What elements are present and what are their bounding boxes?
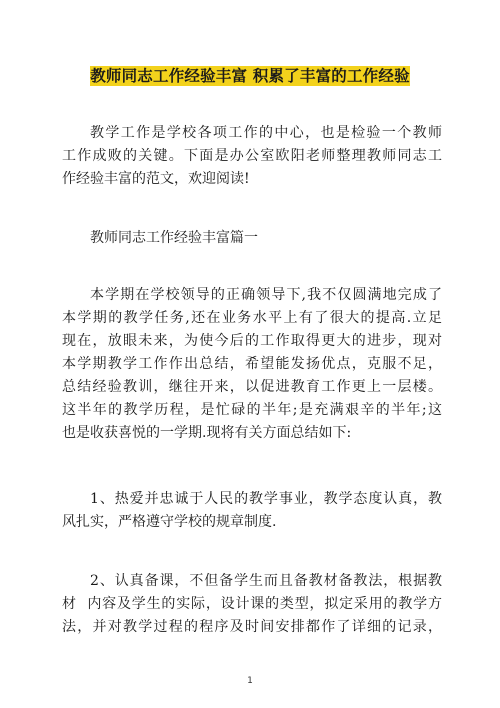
text-line: 本学期的教学任务,还在业务水平上有了很大的提高.立足 [62, 310, 442, 326]
text-line: 2、认真备课，不但备学生而且备教材备教法，根据教 [90, 573, 442, 589]
intro-paragraph [62, 122, 442, 191]
text-line: 作经验丰富的范文，欢迎阅读! [62, 171, 250, 187]
text-line: 也是收获喜悦的一学期.现将有关方面总结如下: [62, 425, 352, 441]
text-line: 法，并对教学过程的程序及时间安排都作了详细的记录， [62, 619, 442, 635]
body-paragraph [62, 284, 442, 445]
text-line: 风扎实，严格遵守学校的规章制度. [62, 514, 277, 530]
list-item-1 [62, 488, 442, 534]
text-line: 材 内容及学生的实际，设计课的类型，拟定采用的教学方 [62, 596, 442, 612]
text-line: 这半年的教学历程，是忙碌的半年;是充满艰辛的半年;这 [62, 402, 442, 418]
text-line: 1、热爱并忠诚于人民的教学事业，教学态度认真，教 [90, 491, 442, 507]
text-line: 总结经验教训，继往开来，以促进教育工作更上一层楼。 [62, 379, 442, 395]
text-line: 教师同志工作经验丰富篇一 [90, 230, 258, 246]
text-line: 本学期在学校领导的正确领导下,我不仅圆满地完成了 [90, 287, 442, 303]
list-item-2 [62, 570, 442, 639]
text-line: 现在，放眼未来，为使今后的工作取得更大的进步，现对 [62, 333, 442, 349]
text-line: 本学期教学工作作出总结，希望能发扬优点，克服不足， [62, 356, 442, 372]
section-heading [62, 227, 442, 250]
text-line: 工作成败的关键。下面是办公室欧阳老师整理教师同志工 [62, 148, 442, 164]
document-title: 教师同志工作经验丰富 积累了丰富的工作经验 [90, 67, 410, 85]
text-line: 教学工作是学校各项工作的中心，也是检验一个教师 [90, 125, 442, 141]
page-number: 1 [247, 676, 253, 686]
